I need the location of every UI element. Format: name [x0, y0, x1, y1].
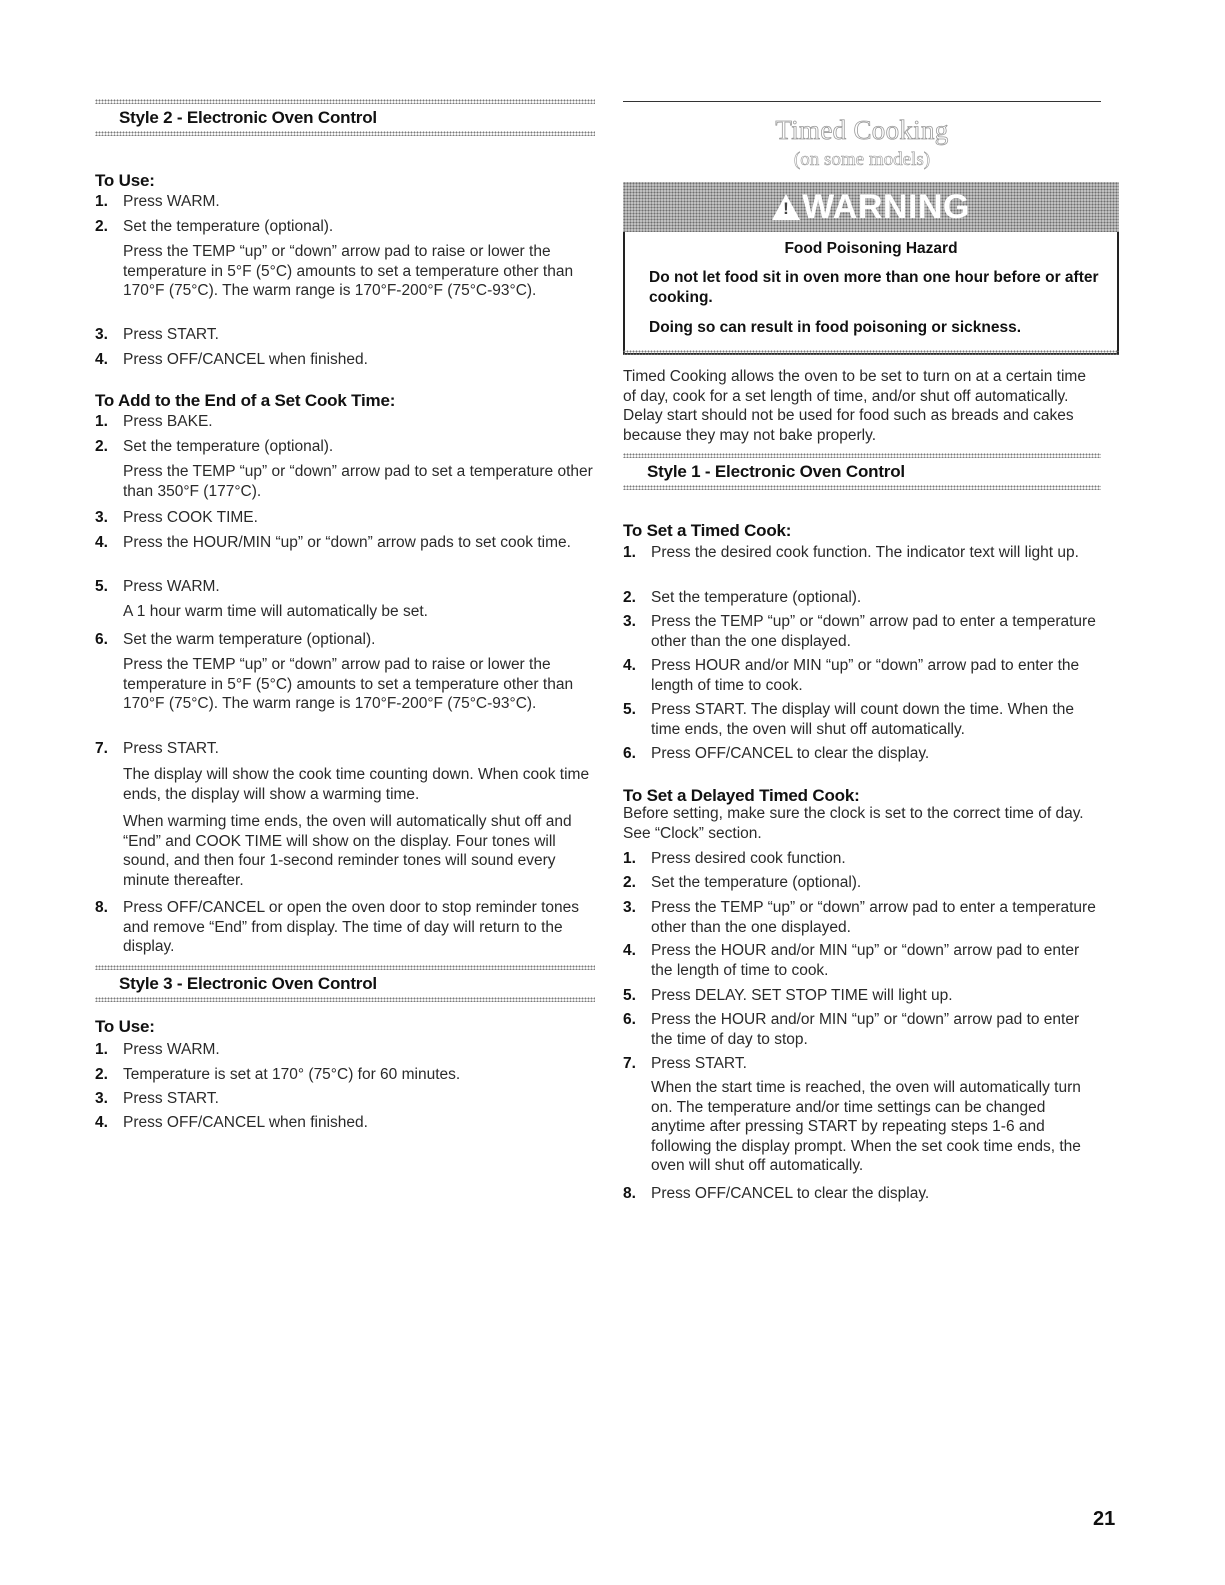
warning-word: WARNING: [802, 187, 970, 226]
list-item: 4. Press OFF/CANCEL when finished.: [95, 351, 368, 368]
list-item: 8. Press OFF/CANCEL to clear the display.: [623, 1185, 930, 1202]
timed-cook-heading: To Set a Timed Cook:: [623, 521, 792, 540]
step-detail: The display will show the cook time counting down. When cook time ends, the display will show a warming time.: [123, 766, 590, 803]
list-item: 3. Press START.: [95, 1090, 219, 1107]
style2-header: [95, 99, 595, 141]
list-item: 1. Press WARM.: [95, 193, 220, 210]
style3-header: [95, 965, 595, 1007]
header-rule-bottom: [95, 131, 595, 136]
top-rule: [623, 101, 1101, 102]
list-item: 7. Press START.: [95, 740, 219, 757]
list-item: 8. Press OFF/CANCEL or open the oven door to stop reminder tones and remove “End” from display. The time of day will return to the display.: [95, 899, 580, 955]
list-item: 3. Press START.: [95, 326, 219, 343]
step-detail: Press the TEMP “up” or “down” arrow pad to set a temperature other than 350°F (177°C).: [123, 463, 593, 500]
warning-band: [623, 182, 1119, 232]
list-item: 6. Press the HOUR and/or MIN “up” or “down” arrow pad to enter the time of day to stop.: [623, 1011, 1080, 1048]
list-item: 2. Set the temperature (optional).: [623, 589, 862, 606]
style1-title: Style 1 - Electronic Oven Control: [647, 462, 905, 481]
list-item: 5. Press START. The display will count down the time. When the time ends, the oven will shut off automatically.: [623, 701, 1074, 738]
list-item: 1. Press BAKE.: [95, 413, 213, 430]
list-item: 5. Press DELAY. SET STOP TIME will light up.: [623, 987, 953, 1004]
list-item: 4. Press HOUR and/or MIN “up” or “down” arrow pad to enter the length of time to cook.: [623, 657, 1080, 694]
list-item: 5. Press WARM.: [95, 578, 220, 595]
warning-box: [623, 182, 1119, 355]
page-number: 21: [1093, 1508, 1116, 1530]
list-item: 1. Press WARM.: [95, 1041, 220, 1058]
header-rule-bottom: [95, 997, 595, 1002]
list-item: 4. Press OFF/CANCEL when finished.: [95, 1114, 368, 1131]
warning-label: [772, 182, 970, 232]
list-item: 3. Press the TEMP “up” or “down” arrow pad to enter a temperature other than the one displayed.: [623, 899, 1096, 936]
step-detail: A 1 hour warm time will automatically be set.: [123, 603, 428, 620]
list-item: 4. Press the HOUR/MIN “up” or “down” arrow pads to set cook time.: [95, 534, 571, 551]
list-item: 2. Set the temperature (optional).: [95, 438, 334, 455]
header-rule-bottom: [623, 485, 1101, 490]
warning-bottom-rule: [623, 350, 1119, 355]
list-item: 6. Set the warm temperature (optional).: [95, 631, 376, 648]
delayed-cook-heading: To Set a Delayed Timed Cook:: [623, 786, 860, 805]
style3-to-use-heading: To Use:: [95, 1017, 155, 1036]
style2-title: Style 2 - Electronic Oven Control: [119, 108, 377, 127]
step-detail: When warming time ends, the oven will automatically shut off and “End” and COOK TIME will show on the display. Four tones will sound, and then four 1-second reminder tones will sound every minute thereafter.: [123, 813, 572, 889]
step-detail: Press the TEMP “up” or “down” arrow pad to raise or lower the temperature in 5°F (5°C) amounts to set a temperature other than 170°F (75°C). The warm range is 170°F-200°F (75°C-93°C).: [123, 243, 574, 299]
list-item: 3. Press the TEMP “up” or “down” arrow pad to enter a temperature other than the one displayed.: [623, 613, 1096, 650]
timed-cooking-intro: Timed Cooking allows the oven to be set to turn on at a certain time of day, cook for a set length of time, and/or shut off automatically. Delay start should not be used for food such as breads and cakes because they may not bake properly.: [623, 368, 1086, 444]
delayed-cook-intro: Before setting, make sure the clock is set to the correct time of day. See “Clock” section.: [623, 805, 1084, 842]
list-item: 2. Temperature is set at 170° (75°C) for 60 minutes.: [95, 1066, 461, 1083]
list-item: 7. Press START.: [623, 1055, 747, 1072]
step-detail: When the start time is reached, the oven will automatically turn on. The temperature and/or time settings can be changed anytime after pressing START by repeating steps 1-6 and following the display prompt. When the set cook time ends, the oven will shut off automatically.: [651, 1079, 1081, 1174]
step-detail: Press the TEMP “up” or “down” arrow pad to raise or lower the temperature in 5°F (5°C) amounts to set a temperature other than 170°F (75°C). The warm range is 170°F-200°F (75°C-93°C).: [123, 656, 574, 712]
page-title: Timed Cooking: [775, 115, 949, 145]
style1-header: [623, 453, 1101, 495]
warning-line-2: Doing so can result in food poisoning or sickness.: [649, 319, 1022, 336]
style2-to-use-heading: To Use:: [95, 171, 155, 190]
warning-line-1: Do not let food sit in oven more than one hour before or after cooking.: [649, 269, 1099, 306]
list-item: 6. Press OFF/CANCEL to clear the display.: [623, 745, 930, 762]
list-item: 3. Press COOK TIME.: [95, 509, 258, 526]
warning-triangle-icon: [772, 194, 800, 220]
list-item: 1. Press the desired cook function. The indicator text will light up.: [623, 544, 1079, 561]
page-subtitle: (on some models): [793, 149, 931, 170]
list-item: 2. Set the temperature (optional).: [95, 218, 334, 235]
list-item: 2. Set the temperature (optional).: [623, 874, 862, 891]
warning-hazard: Food Poisoning Hazard: [784, 240, 958, 257]
list-item: 4. Press the HOUR and/or MIN “up” or “down” arrow pad to enter the length of time to cook.: [623, 942, 1080, 979]
list-item: 1. Press desired cook function.: [623, 850, 846, 867]
add-end-heading: To Add to the End of a Set Cook Time:: [95, 391, 396, 410]
style3-title: Style 3 - Electronic Oven Control: [119, 974, 377, 993]
